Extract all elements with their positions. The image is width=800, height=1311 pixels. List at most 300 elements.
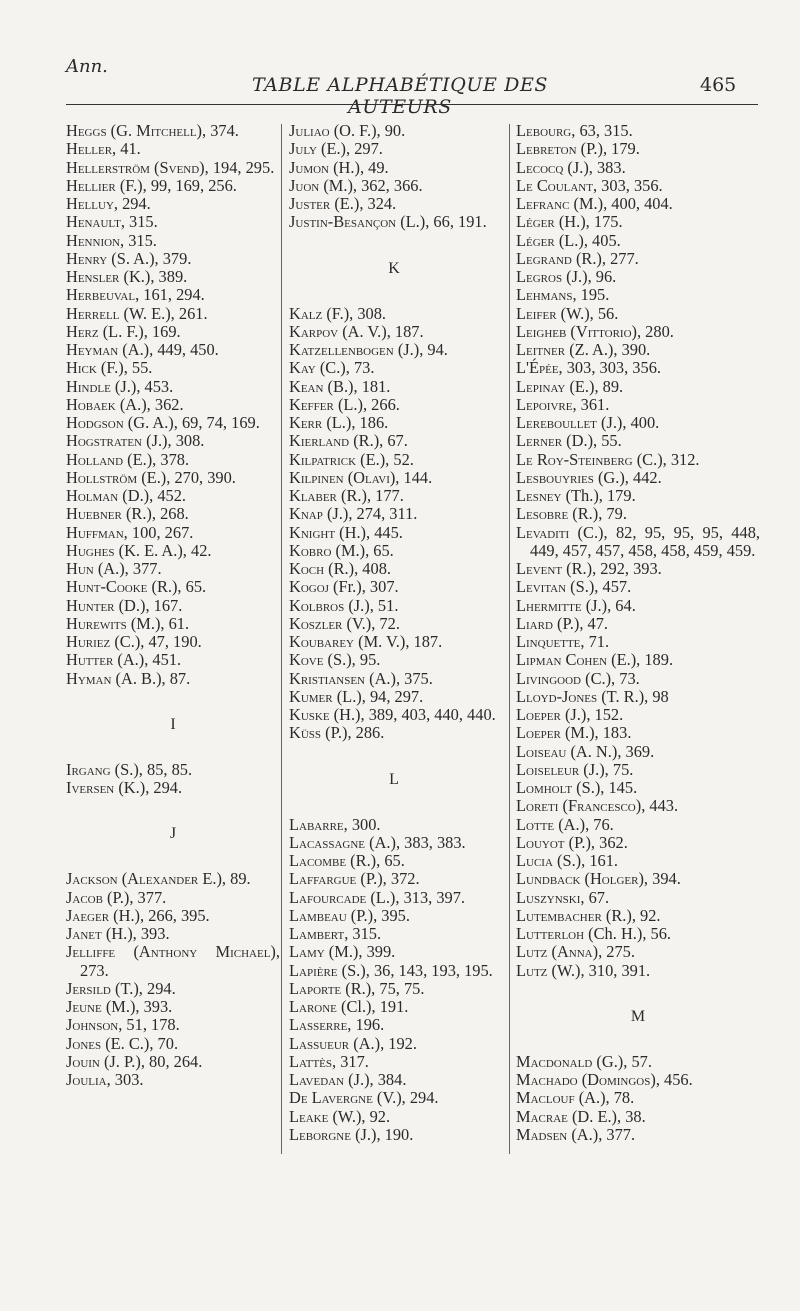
author-name: De Lavergne (289, 1088, 373, 1108)
author-name: Le Coulant, (516, 175, 598, 195)
author-name: Louyot (516, 832, 565, 852)
author-name: Kobro (289, 540, 332, 560)
author-name: Lehmans, (516, 285, 577, 305)
index-entry (516, 615, 760, 633)
page-references: 89. (226, 869, 251, 889)
author-name: Liard (516, 613, 553, 633)
page-references: (C.), 82, 95, 95, 95, 448, 449, 457, 457, 458, 458, 459, 459. (530, 522, 760, 560)
author-name: Jones (66, 1033, 102, 1053)
page-references: (M.), 65. (331, 540, 394, 560)
page-references: (M.), 399. (324, 942, 396, 962)
index-entry (289, 578, 499, 596)
author-name: Justin-Besançon (289, 212, 397, 232)
page-references: (A.), 78. (574, 1088, 635, 1108)
index-entry (289, 998, 499, 1016)
page-references: (S.), 85, 85. (110, 759, 193, 779)
index-entry (289, 1016, 499, 1034)
author-name: Lesbouyries (516, 467, 594, 487)
page-references: (E.), 378. (123, 449, 190, 469)
author-name: Macdonald (516, 1051, 593, 1071)
index-entry (516, 1089, 760, 1107)
page-references: (Cl.), 191. (336, 997, 409, 1016)
index-entry (516, 633, 760, 651)
author-name: Lasserre, (289, 1015, 352, 1035)
index-entry (66, 359, 280, 377)
author-name: Koch (289, 559, 325, 578)
index-entry (289, 870, 499, 888)
column-divider (509, 124, 510, 1154)
page-references: (C.), 73. (315, 358, 375, 378)
page-references: (W.), 56. (556, 303, 619, 323)
author-name: Karpov (289, 321, 339, 341)
page-references: (H.), 175. (554, 212, 623, 232)
author-name: Lambert, (289, 924, 349, 943)
index-entry (516, 140, 760, 158)
index-entry (289, 943, 499, 961)
page-references: (S.), 161. (552, 851, 619, 870)
page-references: (L.), 94, 297. (332, 686, 424, 706)
index-entry (66, 1071, 280, 1089)
index-entry (289, 524, 499, 542)
author-name: Madsen (516, 1124, 568, 1144)
index-entry (516, 122, 760, 140)
author-name: Le Roy-Steinberg (516, 449, 633, 469)
page-references: (P.), 286. (321, 723, 385, 743)
page-references: (M. V.), 187. (354, 632, 443, 651)
page-references: (C.), 312. (632, 449, 700, 469)
author-name: Henry (66, 248, 108, 268)
page-references: (J.), 96. (562, 267, 617, 286)
author-name: Hutter (66, 650, 114, 670)
page-references: (M.), 362, 366. (319, 175, 423, 195)
author-name: Levitan (516, 577, 567, 597)
page-references: (T. R.), 98 (597, 686, 669, 706)
page-references: 294. (117, 194, 151, 213)
author-name: Lutz (Anna), (516, 942, 603, 962)
page-references: (M.), 61. (126, 613, 190, 633)
index-entry (66, 560, 280, 578)
index-entry (516, 724, 760, 742)
page-references: (Ch. H.), 56. (584, 924, 672, 943)
page-references: (A.), 362. (115, 394, 184, 414)
index-entry (516, 414, 760, 432)
page-references: (A. V.), 187. (338, 321, 424, 341)
index-entry (66, 907, 280, 925)
index-entry (516, 469, 760, 487)
index-entry (516, 487, 760, 505)
page-references: (A.), 449, 450. (118, 340, 219, 359)
index-entry (516, 578, 760, 596)
index-entry (66, 524, 280, 542)
index-entry (289, 1089, 499, 1107)
index-entry (66, 487, 280, 505)
author-name: Loeper (516, 723, 561, 743)
page-references: (K.), 294. (114, 778, 183, 797)
page-references: (L.), 313, 397. (366, 887, 466, 907)
index-entry (516, 505, 760, 523)
author-name: Juster (289, 194, 331, 213)
index-column-3 (516, 122, 760, 1144)
author-name: Lloyd-Jones (516, 686, 598, 706)
page-references: 303. (110, 1070, 144, 1089)
page-references: 196. (351, 1015, 385, 1035)
page-references: (R.), 75, 75. (341, 978, 425, 998)
author-name: Holman (66, 486, 119, 505)
index-entry (66, 651, 280, 669)
index-entry (66, 998, 280, 1016)
index-entry (289, 1035, 499, 1053)
page-references: (L.), 186. (322, 413, 389, 432)
index-entry (66, 578, 280, 596)
index-entry (516, 560, 760, 578)
author-name: Kuske (289, 705, 330, 724)
page-references: (E.), 270, 390. (137, 467, 236, 487)
page-references: (A.), 192. (349, 1033, 417, 1053)
page-references: (C.), 73. (581, 668, 640, 688)
page-references: (R.), 65. (147, 577, 207, 597)
index-entry (516, 1126, 760, 1144)
page-references: (J.), 400. (596, 413, 660, 432)
author-name: Keffer (289, 394, 334, 414)
page-references: (J.), 64. (581, 595, 636, 615)
author-name: Helluy, (66, 194, 118, 213)
author-name: Holland (66, 449, 124, 469)
index-entry (289, 159, 499, 177)
index-entry (289, 834, 499, 852)
author-name: Koszler (289, 613, 343, 633)
author-name: Lerner (516, 431, 563, 451)
index-entry (516, 432, 760, 450)
page-references: (W.), 92. (328, 1106, 391, 1126)
index-entry (66, 889, 280, 907)
index-entry (516, 524, 760, 561)
author-name: Lutembacher (516, 905, 602, 925)
index-entry (289, 341, 499, 359)
author-name: Lamy (289, 942, 325, 962)
page-references: 71. (584, 632, 610, 651)
index-entry (66, 451, 280, 469)
author-name: Lassueur (289, 1033, 350, 1053)
index-entry (289, 633, 499, 651)
page-references: (P.), 47. (552, 613, 608, 633)
author-name: Lucia (516, 851, 553, 870)
author-name: Klaber (289, 486, 337, 505)
index-entry (516, 341, 760, 359)
page-references: (H.), 445. (335, 522, 403, 542)
running-head-left: Ann. (66, 56, 108, 77)
index-entry (516, 451, 760, 469)
author-name: Jaeger (66, 905, 110, 925)
author-name: Jersild (66, 978, 111, 998)
page-references: (Th.), 179. (561, 486, 636, 505)
author-name: Loiseleur (516, 759, 580, 779)
author-name: Lavedan (289, 1070, 345, 1089)
index-entry (289, 432, 499, 450)
index-entry (516, 1108, 760, 1126)
index-entry (66, 469, 280, 487)
index-entry (516, 743, 760, 761)
author-name: Linquette, (516, 632, 585, 651)
author-name: Leborgne (289, 1124, 351, 1144)
index-entry (516, 816, 760, 834)
page-references: 394. (648, 869, 681, 889)
page-references: (R.), 79. (568, 504, 627, 524)
author-name: Irgang (66, 759, 111, 779)
author-name: Lattès, (289, 1051, 337, 1071)
author-name: Loeper (516, 705, 561, 724)
page-references: (Fr.), 307. (328, 577, 399, 597)
page-references: (A. N.), 369. (566, 741, 655, 761)
index-entry (289, 1071, 499, 1089)
index-entry (66, 670, 280, 688)
page-references: (L.), 405. (554, 230, 621, 250)
index-entry (516, 779, 760, 797)
page-references: 275. (602, 942, 635, 962)
page-references: (R.), 292, 393. (562, 559, 662, 578)
page-references: (M.), 183. (560, 723, 632, 743)
author-name: Hensler (66, 267, 120, 286)
index-entry (516, 907, 760, 925)
page-references: 273. (80, 960, 109, 980)
page-references: (D.), 452. (118, 486, 186, 505)
author-name: Léger (516, 230, 555, 250)
index-entry (66, 122, 280, 140)
index-entry (289, 195, 499, 213)
index-entry (289, 706, 499, 724)
author-name: Lecocq (516, 157, 564, 177)
author-name: Hick (66, 358, 97, 378)
author-name: Jacob (66, 887, 103, 907)
page-references: (P.), 395. (346, 905, 410, 925)
index-entry (516, 213, 760, 231)
index-entry (66, 1016, 280, 1034)
author-name: Laporte (289, 978, 342, 998)
author-name: Levaditi (516, 522, 570, 542)
author-name: Heller, (66, 139, 117, 159)
index-entry (289, 816, 499, 834)
page-references: (L.), 66, 191. (396, 212, 487, 232)
index-entry (289, 213, 499, 231)
index-entry (66, 177, 280, 195)
page-references: 67. (584, 887, 610, 907)
author-name: Hennion, (66, 230, 125, 250)
page-references: 161, 294. (139, 285, 205, 305)
index-entry (516, 870, 760, 888)
index-entry (66, 250, 280, 268)
page-references: (A. B.), 87. (111, 668, 191, 688)
author-name: Kolbros (289, 595, 345, 615)
page-references: (F.), 99, 169, 256. (115, 175, 237, 195)
index-entry (289, 1126, 499, 1144)
page-references: (R.), 67. (349, 431, 408, 451)
author-name: Lipman Cohen (516, 650, 608, 670)
page-references: (E.), 52. (356, 449, 414, 469)
index-entry (66, 213, 280, 231)
index-entry (289, 889, 499, 907)
page-references: (P.), 377. (102, 887, 167, 907)
page-references: (J.), 384. (344, 1070, 407, 1089)
author-name: Kalz (289, 303, 323, 323)
index-column-2 (289, 122, 499, 1144)
page-references: 194, 295. (208, 157, 275, 177)
author-name: Lebreton (516, 139, 577, 159)
page-references: 100, 267. (127, 522, 194, 542)
page-references: 443. (645, 796, 679, 816)
author-name: Lambeau (289, 905, 347, 925)
page-references: 361. (576, 394, 610, 414)
page-references: (C.), 47, 190. (110, 632, 202, 651)
index-entry (289, 469, 499, 487)
index-column-1 (66, 122, 280, 1089)
author-name: Jouin (66, 1051, 100, 1071)
author-name: Hurewits (66, 613, 127, 633)
page-references: (J.), 383. (563, 157, 626, 177)
index-entry (516, 232, 760, 250)
index-entry (66, 870, 280, 888)
index-entry (66, 268, 280, 286)
index-entry (516, 651, 760, 669)
author-name: Lereboullet (516, 413, 597, 432)
index-entry (289, 451, 499, 469)
page-references: (S.), 145. (572, 778, 638, 797)
page-references: (J.), 190. (350, 1124, 414, 1144)
index-entry (66, 943, 280, 980)
index-entry (66, 396, 280, 414)
page-title: TABLE ALPHABÉTIQUE DES AUTEURS (251, 74, 549, 118)
page-references: (S.), 95. (323, 650, 381, 670)
page-references: (R.), 268. (121, 504, 189, 524)
page-references: (J.), 94. (393, 340, 448, 359)
index-entry (289, 852, 499, 870)
author-name: Lotte (516, 814, 555, 834)
author-name: Johnson, (66, 1015, 123, 1035)
author-name: Janet (66, 924, 102, 943)
index-entry (516, 323, 760, 341)
index-entry (66, 505, 280, 523)
index-entry (516, 1071, 760, 1089)
page-references: (R.), 408. (324, 559, 391, 578)
page-references: (P.), 362. (564, 832, 628, 852)
index-entry (289, 542, 499, 560)
page-references: (E.), 324. (330, 194, 397, 213)
author-name: Hellerström (Svend), (66, 157, 209, 177)
index-entry (66, 1053, 280, 1071)
page-references: 144. (399, 467, 433, 487)
page-references: 41. (116, 139, 141, 159)
index-entry (66, 414, 280, 432)
index-entry (516, 797, 760, 815)
index-entry (516, 670, 760, 688)
page-references: 317. (336, 1051, 369, 1071)
index-entry (516, 943, 760, 961)
author-name: Lacombe (289, 851, 347, 870)
page-references: 303, 303, 356. (562, 358, 661, 378)
letter-heading: I (170, 715, 176, 733)
index-entry (516, 268, 760, 286)
index-entry (516, 305, 760, 323)
index-entry (289, 505, 499, 523)
author-name: Hun (66, 559, 94, 578)
index-entry (289, 487, 499, 505)
index-entry (66, 779, 280, 797)
index-entry (516, 706, 760, 724)
page-references: (V.), 72. (342, 613, 400, 633)
page-references: (F.), 308. (322, 303, 387, 323)
author-name: Lapière (289, 960, 338, 980)
page-references: (H.), 266, 395. (109, 905, 210, 925)
author-name: Levent (516, 559, 563, 578)
page-references: (V.), 294. (372, 1088, 439, 1108)
author-name: Juon (289, 175, 320, 195)
page-references: (G.), 442. (593, 467, 662, 487)
author-name: Hindle (66, 376, 111, 396)
index-entry (516, 177, 760, 195)
column-divider (281, 124, 282, 1154)
index-entry (289, 651, 499, 669)
page-references: (P.), 372. (356, 869, 420, 889)
author-name: Larone (289, 997, 337, 1016)
page-references: (E. C.), 70. (101, 1033, 179, 1053)
author-name: Kristiansen (289, 668, 366, 688)
author-name: Kumer (289, 686, 333, 706)
page-references: 63, 315. (575, 121, 633, 140)
index-entry (516, 834, 760, 852)
author-name: Hunt-Cooke (66, 577, 148, 597)
page-references: 374. (206, 121, 239, 140)
author-name: Lundback (Holger), (516, 869, 649, 889)
page-references: 300. (347, 814, 381, 834)
page-references: (J.), 453. (110, 376, 174, 396)
index-entry (289, 560, 499, 578)
page-references: 315. (124, 212, 158, 232)
author-name: Labarre, (289, 814, 348, 834)
index-entry (289, 597, 499, 615)
author-name: Lutterloh (516, 924, 585, 943)
author-name: L'Épée, (516, 358, 563, 378)
index-entry (66, 980, 280, 998)
author-name: Juliao (289, 121, 330, 140)
index-entry (66, 761, 280, 779)
author-name: Henault, (66, 212, 125, 232)
page-references: (W. E.), 261. (119, 303, 208, 323)
author-name: Herz (66, 321, 99, 341)
page-references: (P.), 179. (576, 139, 640, 159)
page-references: (T.), 294. (110, 978, 176, 998)
author-name: Jelliffe (Anthony Michael), (66, 942, 280, 962)
author-name: Kay (289, 358, 316, 378)
index-entry (516, 852, 760, 870)
author-name: Laffargue (289, 869, 357, 889)
index-entry (516, 688, 760, 706)
index-entry (516, 889, 760, 907)
author-name: Léger (516, 212, 555, 232)
page-references: (D. E.), 38. (567, 1106, 646, 1126)
author-name: Lepinay (516, 376, 566, 396)
author-name: Knap (289, 504, 323, 524)
author-name: Küss (289, 723, 322, 743)
index-entry (516, 962, 760, 980)
index-entry (289, 305, 499, 323)
author-name: Leitner (516, 340, 566, 359)
index-entry (289, 688, 499, 706)
page-references: (F.), 55. (96, 358, 153, 378)
index-entry (289, 323, 499, 341)
letter-heading: K (388, 259, 400, 277)
page-references: (S. A.), 379. (107, 248, 192, 268)
author-name: Loreti (Francesco), (516, 796, 646, 816)
index-entry (289, 359, 499, 377)
index-entry (516, 925, 760, 943)
